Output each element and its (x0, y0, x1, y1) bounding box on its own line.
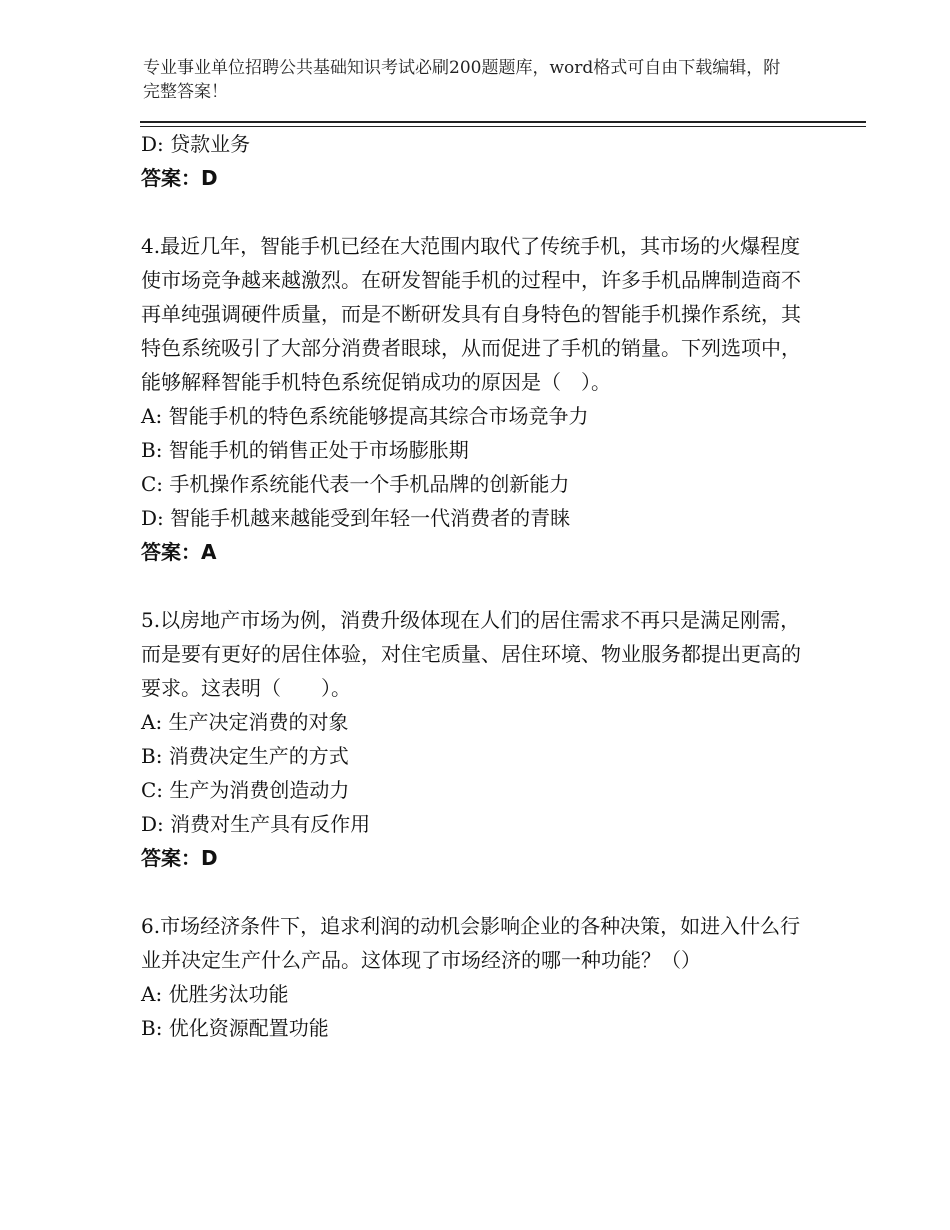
q4-stem: 4.最近几年，智能手机已经在大范围内取代了传统手机，其市场的火爆程度使市场竞争越来越激烈。在研发智能手机的过程中，许多手机品牌制造商不再单纯强调硬件质量，而是不断研发具有自身特色的智能手机操作系统，其特色系统吸引了大部分消费者眼球，从而促进了手机的销量。下列选项中，能够解释智能手机特色系统促销成功的原因是（ ）。 (141, 234, 801, 394)
q5-option-c: C: 生产为消费创造动力 (141, 778, 350, 802)
q6-option-a: A: 优胜劣汰功能 (141, 982, 289, 1006)
q6-stem: 6.市场经济条件下，追求利润的动机会影响企业的各种决策，如进入什么行业并决定生产什么产品。这体现了市场经济的哪一种功能？（） (141, 914, 801, 972)
spacer (141, 569, 801, 603)
page-header: 专业事业单位招聘公共基础知识考试必刷200题题库，word格式可自由下载编辑，附完整答案！ (143, 58, 781, 102)
q5-option-a: A: 生产决定消费的对象 (141, 710, 349, 734)
q4-answer: 答案：A (141, 540, 217, 564)
q4-option-a: A: 智能手机的特色系统能够提高其综合市场竞争力 (141, 404, 589, 428)
q4-option-c: C: 手机操作系统能代表一个手机品牌的创新能力 (141, 472, 570, 496)
spacer (141, 875, 801, 909)
header-rule-thick (140, 121, 866, 123)
q5-option-b: B: 消费决定生产的方式 (141, 744, 349, 768)
q3-answer: 答案：D (141, 166, 218, 190)
q5-option-d: D: 消费对生产具有反作用 (141, 812, 371, 836)
q3-option-d: D: 贷款业务 (141, 132, 251, 156)
q5-stem: 5.以房地产市场为例，消费升级体现在人们的居住需求不再只是满足刚需，而是要有更好的居住体验，对住宅质量、居住环境、物业服务都提出更高的要求。这表明（ ）。 (141, 608, 801, 700)
q4-option-d: D: 智能手机越来越能受到年轻一代消费者的青睐 (141, 506, 571, 530)
spacer (141, 195, 801, 229)
q4-option-b: B: 智能手机的销售正处于市场膨胀期 (141, 438, 469, 462)
question-content (141, 127, 801, 1045)
q5-answer: 答案：D (141, 846, 218, 870)
q6-option-b: B: 优化资源配置功能 (141, 1016, 329, 1040)
